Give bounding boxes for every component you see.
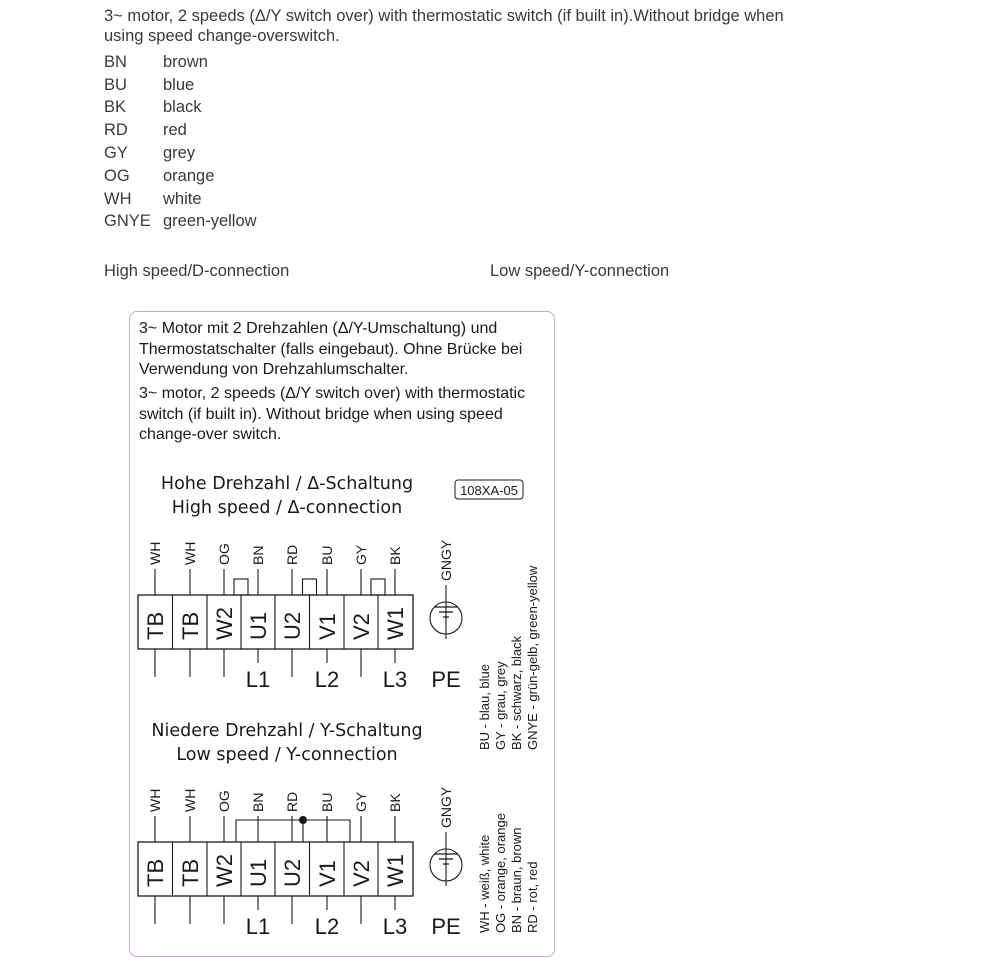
- legend-color: red: [163, 121, 187, 140]
- low-title-de: Niedere Drehzahl / Y-Schaltung: [151, 721, 423, 741]
- legend-code: BN: [104, 52, 127, 71]
- low-wire-label: WH: [182, 788, 198, 812]
- high-line-label: L3: [382, 667, 408, 692]
- legend-code: GY: [104, 144, 128, 163]
- high-terminal-label: V2: [349, 613, 374, 640]
- legend-color: orange: [163, 166, 215, 185]
- high-wire-label: GY: [353, 544, 369, 565]
- high-wire-label: BK: [387, 546, 403, 565]
- low-title-en: Low speed / Y-connection: [176, 745, 398, 765]
- low-line-label: L3: [382, 914, 408, 939]
- low-terminal-label: W2: [212, 854, 237, 887]
- intro-text: 3~ motor, 2 speeds (Δ/Y switch over) with thermostatic switch (if built in).Without bridge when using speed change-overswitch.: [104, 7, 784, 45]
- side-legend-line: WH - weiß, white: [477, 834, 492, 933]
- high-speed-section: [138, 539, 462, 692]
- diagram-text-en: 3~ motor, 2 speeds (Δ/Y switch over) with thermostatic switch (if built in). Without bridge when using speed change-over switch.: [139, 385, 526, 443]
- side-legend-line: RD - rot, red: [525, 861, 540, 933]
- legend-code: BU: [104, 75, 127, 94]
- high-line-label: L1: [245, 667, 271, 692]
- high-terminal-label: TB: [178, 611, 203, 640]
- high-bridge: [371, 579, 385, 595]
- caption-high-speed: High speed/D-connection: [104, 262, 290, 280]
- high-bridge: [303, 579, 317, 595]
- high-line-label: L2: [314, 667, 340, 692]
- low-wire-label: RD: [284, 791, 300, 812]
- high-terminal-label: W1: [383, 607, 408, 640]
- side-legend-line: OG - orange, orange: [493, 813, 508, 933]
- legend-color: brown: [163, 52, 208, 71]
- high-wire-label: RD: [284, 544, 300, 565]
- low-wire-label: BN: [250, 792, 266, 812]
- low-wire-label: BU: [319, 792, 335, 812]
- low-star-point: [299, 816, 307, 824]
- side-legend-line: GNYE - grün-gelb, green-yellow: [525, 565, 540, 750]
- low-terminal-label: W1: [383, 854, 408, 887]
- high-title-de: Hohe Drehzahl / Δ-Schaltung: [160, 474, 414, 494]
- high-terminal-label: U2: [280, 611, 305, 640]
- low-line-label: L1: [245, 914, 271, 939]
- low-pe-label: PE: [431, 914, 461, 939]
- high-wire-label: OG: [216, 543, 232, 565]
- legend-code: GNYE: [104, 212, 151, 231]
- low-terminal-label: U1: [246, 858, 271, 887]
- low-terminal-label: V2: [349, 860, 374, 887]
- high-terminal-label: V1: [315, 613, 340, 640]
- legend-code: WH: [104, 189, 132, 208]
- low-terminal-label: U2: [280, 858, 305, 887]
- high-pe-wire-label: GNGY: [438, 539, 454, 581]
- low-terminal-label: TB: [178, 858, 203, 887]
- high-wire-label: BN: [250, 545, 266, 565]
- high-wire-label: WH: [147, 541, 163, 565]
- high-terminal-label: TB: [143, 611, 168, 640]
- low-wire-label: GY: [353, 791, 369, 812]
- high-wire-label: WH: [182, 541, 198, 565]
- low-pe-wire-label: GNGY: [438, 786, 454, 828]
- legend-code: BK: [104, 98, 127, 117]
- low-speed-section: [138, 786, 462, 939]
- caption-low-speed: Low speed/Y-connection: [490, 262, 670, 280]
- high-terminal-label: W2: [212, 607, 237, 640]
- side-legend-line: BU - blau, blue: [477, 664, 492, 750]
- low-wire-label: WH: [147, 788, 163, 812]
- legend-color: black: [163, 98, 202, 117]
- side-legend-line: BN - braun, brown: [509, 827, 524, 933]
- legend-code: RD: [104, 121, 128, 140]
- side-legend-line: GY - grau, grey: [493, 661, 508, 750]
- legend-color: blue: [163, 75, 195, 94]
- side-legend-line: BK - schwarz, black: [509, 635, 524, 750]
- code-badge-label: 108XA-05: [460, 483, 518, 498]
- low-terminal-label: V1: [315, 860, 340, 887]
- side-legend-bottom: [477, 813, 540, 933]
- high-title-en: High speed / Δ-connection: [171, 498, 403, 518]
- diagram-text-de: 3~ Motor mit 2 Drehzahlen (Δ/Y-Umschaltung) und Thermostatschalter (falls eingebaut). Ohne Brücke bei Verwendung von Drehzahlumschalter.: [139, 320, 523, 378]
- legend-color: white: [163, 189, 202, 208]
- legend-color: grey: [163, 144, 196, 163]
- legend-color: green-yellow: [163, 212, 257, 231]
- legend-code: OG: [104, 166, 130, 185]
- high-wire-label: BU: [319, 545, 335, 565]
- low-line-label: L2: [314, 914, 340, 939]
- low-wire-label: OG: [216, 790, 232, 812]
- side-legend-top: [477, 565, 540, 750]
- low-wire-label: BK: [387, 793, 403, 812]
- high-bridge: [234, 579, 248, 595]
- high-terminal-label: U1: [246, 611, 271, 640]
- low-terminal-label: TB: [143, 858, 168, 887]
- low-star-bridge: [236, 820, 350, 842]
- high-pe-label: PE: [431, 667, 461, 692]
